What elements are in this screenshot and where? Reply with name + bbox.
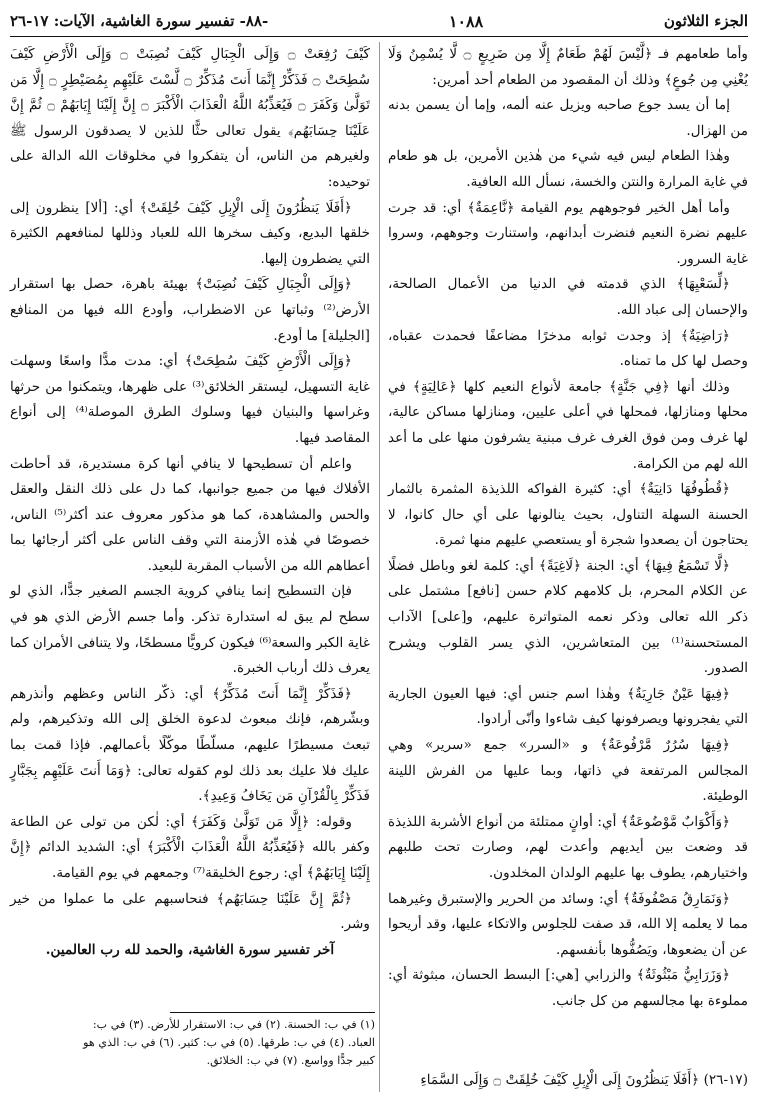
- paragraph: ﴿قُطُوفُهَا دَانِيَةٌ﴾ أي: كثيرة الفواكه اللذيذة المثمرة بالثمار الحسنة السهلة التناول، بحيث ينالونها على أي حال كانوا، لا يحتاجون أن يصعدوا شجرة أو يستعصي عليهم منها ثمرة.: [388, 481, 748, 549]
- closing-line: آخر تفسير سورة الغاشية، والحمد لله رب العالمين.: [45, 941, 335, 958]
- paragraph: وأما طعامهم فـ ﴿لَّيْسَ لَهُمْ طَعَامٌ إِلَّا مِن ضَرِيعٍ ۝ لَّا يُسْمِنُ وَلَا يُغْنِي مِن جُوعٍ﴾ وذلك أن المقصود من الطعام أحد أمرين:: [388, 46, 748, 88]
- part-title: الجزء الثلاثون: [663, 12, 748, 30]
- right-column: [388, 42, 748, 1015]
- paragraph: فإن التسطيح إنما ينافي كروية الجسم الصغير جدًّا، الذي لو سطح لم يبق له استدارة تذكر. وأما جسم الأرض الذي هو في غاية الكبر والسعة⁽⁶⁾ فيكون كرويًّا مسطحًا، ولا يتنافى الأمران كما يعرف ذلك أرباب الخبرة.: [10, 583, 371, 677]
- paragraph: ﴿ثُمَّ إِنَّ عَلَيْنَا حِسَابَهُم﴾ فنحاسبهم على ما عملوا من خير وشر.: [10, 890, 370, 933]
- footnote-divider: [170, 1012, 375, 1013]
- paragraph: وهٰذا الطعام ليس فيه شيء من هٰذين الأمرين، بل هو طعام في غاية المرارة والنتن والخسة، نسأل الله العافية.: [388, 148, 748, 190]
- paragraph: وذلك أنها ﴿فِي جَنَّةٍ﴾ جامعة لأنواع النعيم كلها ﴿عَالِيَةٍ﴾ في محلها ومنازلها، فمحلها في أعلى عليين، ومنازلها مساكن عالية، لها غرف ومن فوق الغرف غرف مبنية يشرفون منها على ما أعد الله لهم من الكرامة.: [388, 378, 748, 472]
- footnote-line: (١) في ب: الحسنة. (٢) في ب: الاستقرار للأرض. (٣) في ب:: [92, 1018, 375, 1031]
- column-divider: [379, 42, 380, 1092]
- paragraph: ﴿فِيهَا عَيْنٌ جَارِيَةٌ﴾ وهٰذا اسم جنس أي: فيها العيون الجارية التي يفجرونها ويصرفونها كيف شاءوا وأنّى أرادوا.: [388, 685, 748, 728]
- paragraph: ﴿لِّسَعْيِهَا﴾ الذي قدمته في الدنيا من الأعمال الصالحة، والإحسان إلى عباد الله.: [388, 276, 748, 318]
- paragraph: ﴿فِيهَا سُرُرٌ مَّرْفُوعَةٌ﴾ و «السرر» جمع «سرير» وهي المجالس المرتفعة في ذاتها، وبما عليها من الفرش اللينة الوطيئة.: [388, 737, 748, 805]
- paragraph: ﴿أَفَلَا يَنظُرُونَ إِلَى الْإِبِلِ كَيْفَ خُلِقَتْ﴾ أي: [ألا] ينظرون إلى خلقها البديع، وكيف سخرها الله للعباد وذللها لمنافعهم الكثيرة التي يضطرون إليها.: [10, 199, 370, 267]
- paragraph: وقوله: ﴿إِلَّا مَن تَوَلَّىٰ وَكَفَرَ﴾ أي: لٰكن من تولى عن الطاعة وكفر بالله ﴿فَيُعَذِّبُهُ اللَّهُ الْعَذَابَ الْأَكْبَرَ﴾ أي: الشديد الدائم ﴿إِنَّ إِلَيْنَا إِيَابَهُمْ﴾ أي: رجوع الخليقة⁽⁷⁾ وجمعهم في يوم القيامة.: [10, 813, 370, 881]
- footnote-line: العباد. (٤) في ب: طرقها. (٥) في ب: كثير. (٦) في ب: الذي هو: [83, 1036, 375, 1049]
- paragraph: وأما أهل الخير فوجوههم يوم القيامة ﴿نَّاعِمَةٌ﴾ أي: قد جرت عليهم نضرة النعيم فنضرت أبدانهم، واستنارت وجوههم، وسروا غاية السرور.: [388, 199, 748, 267]
- next-verse-line: (١٧-٢٦) ﴿أَفَلَا يَنظُرُونَ إِلَى الْإِبِلِ كَيْفَ خُلِقَتْ ۝ وَإِلَى السَّمَاءِ: [420, 1072, 748, 1088]
- paragraph: واعلم أن تسطيحها لا ينافي أنها كرة مستديرة، قد أحاطت الأفلاك فيها من جميع جوانبها، كما دل على ذلك النقل والعقل والحس والمشاهدة، كما هو مذكور معروف عند أكثر⁽⁵⁾ الناس، خصوصًا في هٰذه الأزمنة التي وقف الناس على أكثر أرجائها بما أعطاهم الله من الأسباب المقربة للبعيد.: [10, 455, 370, 574]
- footnote-line: كبير جدًّا وواسع. (٧) في ب: الخلائق.: [206, 1054, 375, 1067]
- surah-title: -٨٨- تفسير سورة الغاشية، الآيات: ١٧-٢٦: [10, 12, 269, 30]
- paragraph: ﴿وَأَكْوَابٌ مَّوْضُوعَةٌ﴾ أي: أوانٍ ممتلئة من أنواع الأشربة اللذيذة قد وضعت بين أيديهم وأعدت لهم، وصارت تحت طلبهم واختيارهم، يطوف بها عليهم الولدان المخلدون.: [388, 813, 748, 881]
- paragraph: كَيْفَ رُفِعَتْ ۝ وَإِلَى الْجِبَالِ كَيْفَ نُصِبَتْ ۝ وَإِلَى الْأَرْضِ كَيْفَ سُطِحَتْ ۝ فَذَكِّرْ إِنَّمَا أَنتَ مُذَكِّرٌ ۝ لَّسْتَ عَلَيْهِم بِمُصَيْطِرٍ ۝ إِلَّا مَن تَوَلَّىٰ وَكَفَرَ ۝ فَيُعَذِّبُهُ اللَّهُ الْعَذَابَ الْأَكْبَرَ ۝ إِنَّ إِلَيْنَا إِيَابَهُمْ ۝ ثُمَّ إِنَّ عَلَيْنَا حِسَابَهُم﴾ يقول تعالى حثًّا للذين لا يصدقون الرسول ﷺ ولغيرهم من الناس، أن يتفكروا في مخلوقات الله الدالة على توحيده:: [10, 46, 370, 190]
- left-column: [10, 42, 370, 963]
- page-header: [10, 8, 748, 34]
- paragraph: ﴿لَّا تَسْمَعُ فِيهَا﴾ أي: الجنة ﴿لَاغِيَةً﴾ أي: كلمة لغو وباطل فضلًا عن الكلام المحرم، بل كلامهم كلام حسن [نافع] مشتمل على ذكر الله تعالى وذكر نعمه المتواترة عليهم، و[على] الآداب المستحسنة⁽¹⁾ بين المتعاشرين، الذي يسر القلوب ويشرح الصدور.: [388, 557, 748, 677]
- footnotes: [10, 1016, 375, 1070]
- paragraph: ﴿فَذَكِّرْ إِنَّمَا أَنتَ مُذَكِّرٌ﴾ أي: ذكّر الناس وعظهم وأنذرهم وبشّرهم، فإنك مبعوث لدعوة الخلق إلى الله وتذكيرهم، ولم تبعث مسيطرًا عليهم، مسلّطًا موكّلًا بأعمالهم. فإذا قمت بما عليك فلا عليك بعد ذلك لوم كقوله تعالى: ﴿وَمَا أَنتَ عَلَيْهِم بِجَبَّارٍ فَذَكِّرْ بِالْقُرْآنِ مَن يَخَافُ وَعِيدِ﴾.: [10, 685, 370, 805]
- paragraph: ﴿وَزَرَابِيُّ مَبْثُوثَةٌ﴾ والزرابي [هي:] البسط الحسان، مبثوثة أي: مملوءة بها مجالسهم من كل جانب.: [388, 967, 748, 1009]
- paragraph: ﴿رَاضِيَةٌ﴾ إذ وجدت ثوابه مدخرًا مضاعفًا فحمدت عقباه، وحصل لها كل ما تمناه.: [388, 327, 748, 370]
- paragraph: ﴿وَإِلَى الْأَرْضِ كَيْفَ سُطِحَتْ﴾ أي: مدت مدًّا واسعًا وسهلت غاية التسهيل، ليستقر الخلائق⁽³⁾ على ظهرها، ويتمكنوا من حرثها وغراسها والبنيان فيها وسلوك الطرق الموصلة⁽⁴⁾ إلى أنواع المقاصد فيها.: [10, 353, 371, 446]
- paragraph: إما أن يسد جوع صاحبه ويزيل عنه ألمه، وإما أن يسمن بدنه من الهزال.: [388, 97, 748, 139]
- paragraph: ﴿وَنَمَارِقُ مَصْفُوفَةٌ﴾ أي: وسائد من الحرير والإستبرق وغيرهما مما لا يعلمه إلا الله، قد صفت للجلوس والاتكاء عليها، وقد أريحوا عن أن يضعوها، ويَصُفُّوها بأنفسهم.: [388, 890, 748, 958]
- header-divider: [10, 36, 748, 37]
- paragraph: ﴿وَإِلَى الْجِبَالِ كَيْفَ نُصِبَتْ﴾ بهيئة باهرة، حصل بها استقرار الأرض⁽²⁾ وثباتها عن الاضطراب، وأودع الله فيها من المنافع [الجليلة] ما أودع.: [10, 276, 370, 344]
- page-number: ١٠٨٨: [448, 11, 484, 31]
